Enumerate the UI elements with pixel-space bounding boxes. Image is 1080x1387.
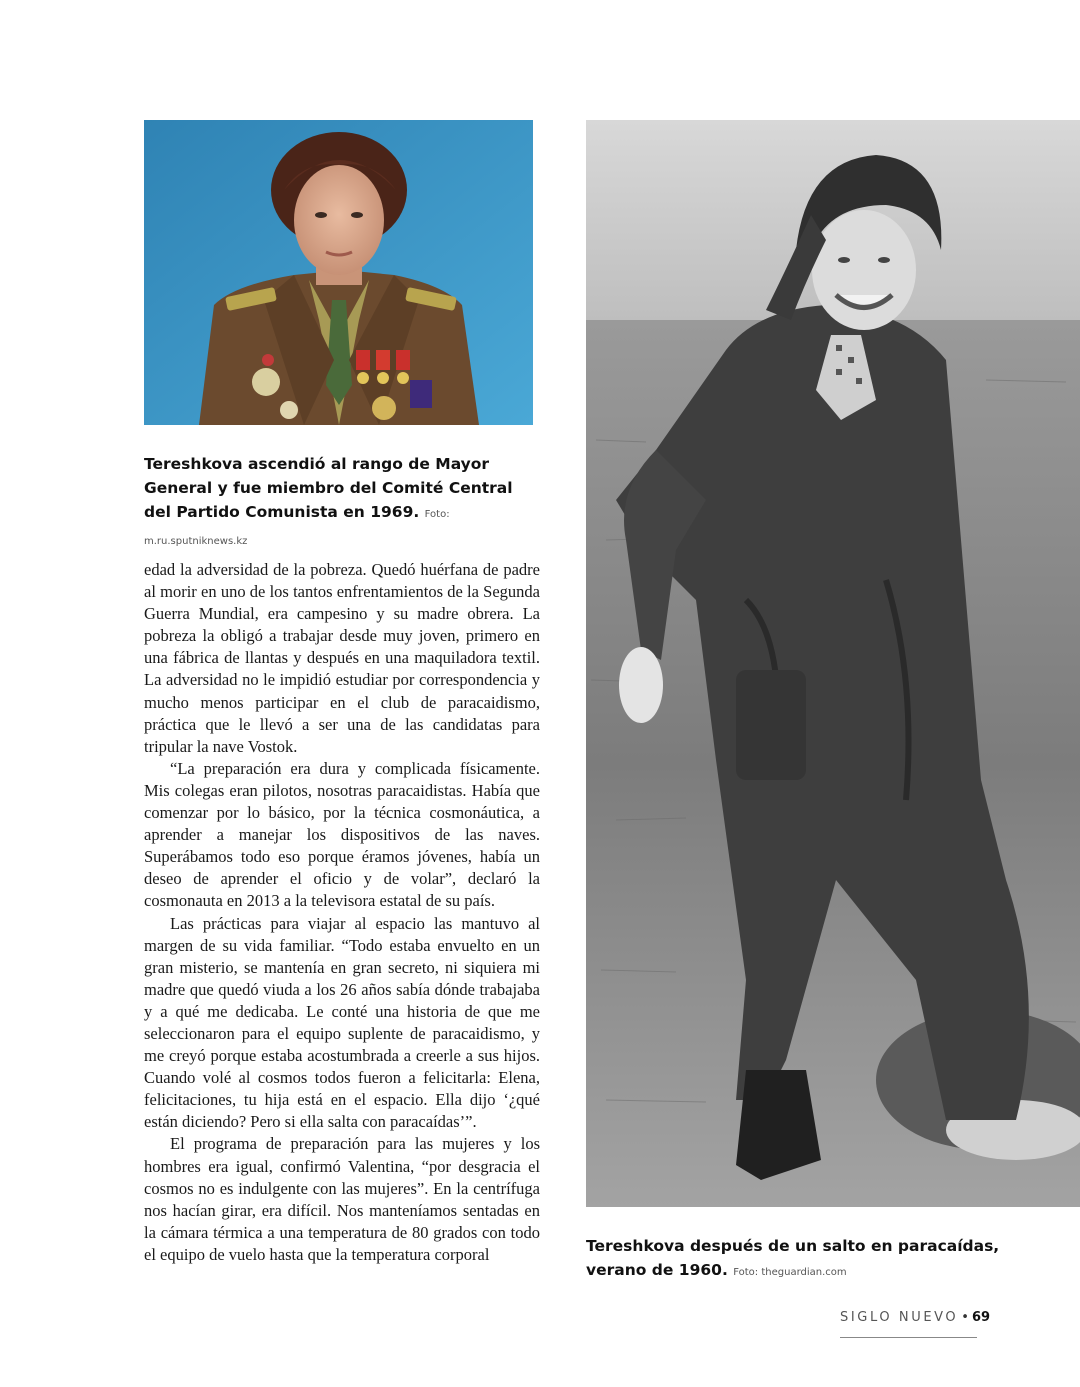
parachute-caption: [586, 1234, 1006, 1285]
article-paragraph: Las prácticas para viajar al espacio las mantuvo al margen de su vida familiar. “Todo estaba envuelto en un gran misterio, se mantenía en gran secreto, ni siquiera mi madre que quedó viuda a los 26 años sabía dónde trabajaba y a qué me dedicaba. Le conté una historia de que me seleccionaron para el equipo suplente de paracaidismo, y me creyó porque estaba acostumbrada a creerle a sus hijos. Cuando volé al cosmos todos fueron a felicitarla: Elena, felicitaciones, tu hija está en el espacio. Ella dijo ‘¿qué están diciendo? Pero si ella salta con paracaídas’”.: [144, 913, 540, 1132]
page-number: 69: [971, 1310, 991, 1325]
parachute-photo-credit: Foto: theguardian.com: [733, 1267, 847, 1278]
page-footer: [840, 1310, 991, 1325]
magazine-name: SIGLO NUEVO: [840, 1310, 959, 1325]
article-paragraph: El programa de preparación para las mujeres y los hombres era igual, confirmó Valentina, “por desgracia el cosmos no es indulgente con las mujeres”. En la centrífuga nos hacían girar, era difícil. Nos manteníamos sentadas en la cámara térmica a una temperatura de 80 grados con todo el equipo de vuelo hasta que la temperatura corporal: [144, 1134, 540, 1264]
footer-rule: [840, 1337, 977, 1338]
portrait-photo: [144, 120, 533, 425]
footer-separator: •: [961, 1310, 969, 1325]
parachute-photo: [586, 120, 1080, 1207]
article-paragraph: “La preparación era dura y complicada físicamente. Mis colegas eran pilotos, nosotras paracaidistas. Había que comenzar por lo básico, por la técnica cosmonáutica, a aprender a manejar los dispositivos de las naves. Superábamos todo eso porque éramos jóvenes, había un deseo de aprender el oficio y de volar”, declaró la cosmonauta en 2013 a la televisora estatal de su país.: [144, 758, 540, 911]
article-paragraph: edad la adversidad de la pobreza. Quedó huérfana de padre al morir en uno de los tantos enfrentamientos de la Segunda Guerra Mundial, era campesino y su madre obrera. La pobreza la obligó a trabajar desde muy joven, primero en una fábrica de llantas y después en una maquiladora textil. La adversidad no le impidió estudiar por correspondencia y mucho menos participar en el club de paracaidismo, práctica que le llevó a ser una de las candidatas para tripular la nave Vostok.: [144, 560, 540, 756]
parachute-caption-text: Tereshkova después de un salto en paracaídas, verano de 1960.: [586, 1237, 1000, 1279]
article-body: [144, 559, 540, 1266]
portrait-caption: [144, 452, 524, 554]
portrait-caption-text: Tereshkova ascendió al rango de Mayor General y fue miembro del Comité Central del Partido Comunista en 1969.: [144, 455, 513, 521]
portrait-photo-credit: Foto: m.ru.sputniknews.kz: [144, 509, 450, 547]
